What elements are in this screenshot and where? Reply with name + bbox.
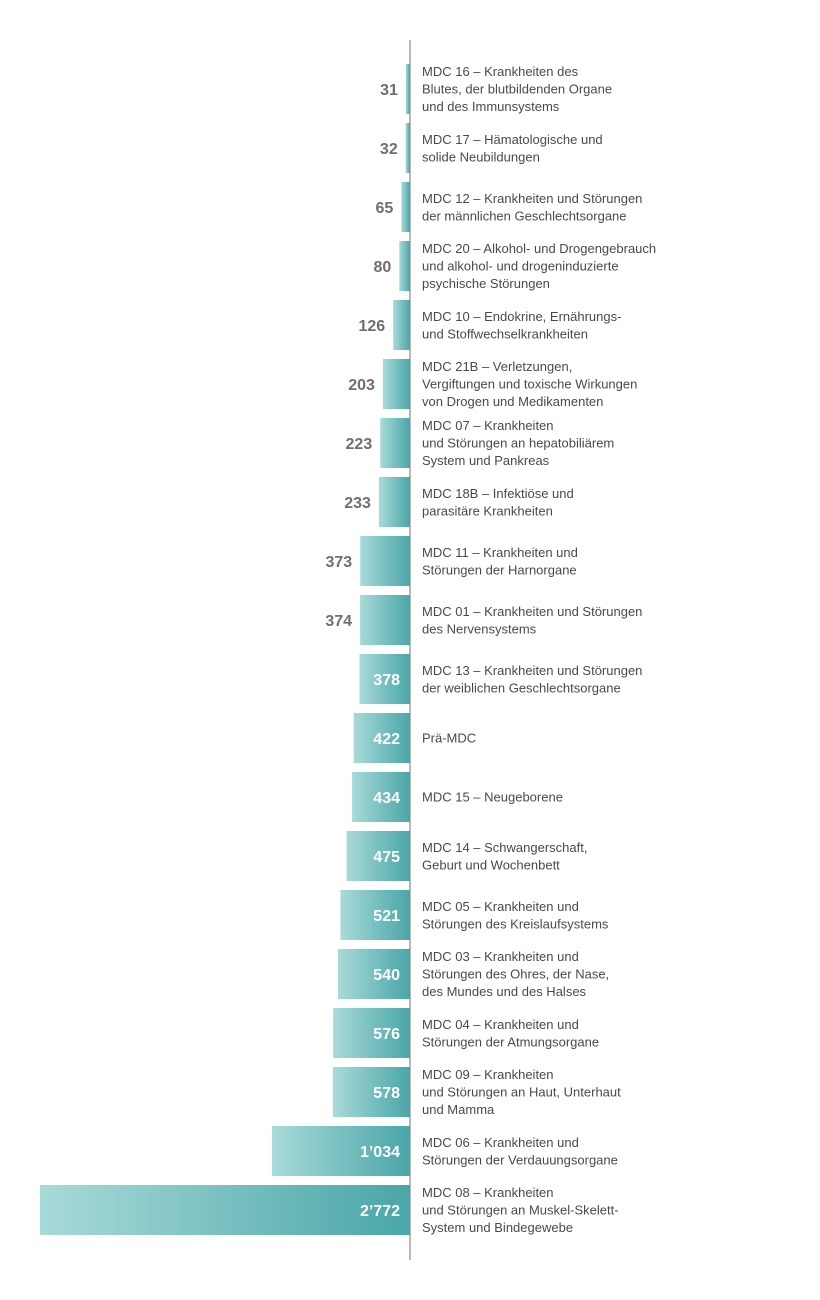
labels-group [325, 64, 656, 1235]
category-label [422, 545, 578, 578]
category-label-line: Störungen der Harnorgane [422, 562, 577, 578]
bar [380, 418, 410, 468]
bar [379, 477, 410, 527]
category-label-line: MDC 01 – Krankheiten und Störungen [422, 603, 643, 619]
category-label-line: solide Neubildungen [422, 149, 540, 165]
category-label-line: MDC 09 – Krankheiten [422, 1067, 554, 1082]
bar [383, 359, 410, 409]
bar [360, 536, 410, 586]
bar [401, 182, 410, 232]
bar-value-label: 233 [344, 495, 371, 512]
bar-value-label: 540 [373, 967, 400, 984]
category-label [422, 1067, 621, 1117]
category-label-line: und Störungen an hepatobiliärem [422, 435, 615, 451]
category-label [422, 64, 612, 114]
category-label-line: MDC 08 – Krankheiten [422, 1185, 554, 1200]
bar-value-label: 576 [373, 1026, 400, 1043]
category-label-line: MDC 05 – Krankheiten und [422, 898, 579, 914]
bar-value-label: 65 [375, 200, 394, 217]
bar [406, 123, 410, 173]
category-label-line: MDC 04 – Krankheiten und [422, 1016, 579, 1032]
category-label-line: MDC 06 – Krankheiten und [422, 1134, 579, 1150]
category-label [422, 241, 656, 291]
category-label [422, 309, 621, 342]
category-label-line: Prä-MDC [422, 730, 477, 746]
category-label [422, 132, 603, 165]
category-label-line: MDC 13 – Krankheiten und Störungen [422, 662, 643, 678]
bar [360, 595, 410, 645]
category-label [422, 1135, 618, 1168]
bar [393, 300, 410, 350]
category-label [422, 418, 614, 468]
category-label [422, 1185, 619, 1235]
bar [399, 241, 410, 291]
bar-value-label: 475 [373, 849, 400, 866]
category-label-line: und Mamma [422, 1102, 495, 1117]
category-label-line: MDC 16 – Krankheiten des [422, 64, 579, 79]
bar-value-label: 378 [373, 672, 400, 689]
category-label-line: und des Immunsystems [422, 99, 560, 114]
category-label-line: der weiblichen Geschlechtsorgane [422, 680, 621, 696]
bars-group [40, 64, 410, 1235]
bar-value-label: 374 [325, 613, 353, 630]
category-label-line: psychische Störungen [422, 276, 550, 291]
category-label [422, 949, 609, 999]
bar-value-label: 578 [373, 1085, 400, 1102]
bar-value-label: 80 [373, 259, 392, 276]
category-label-line: MDC 14 – Schwangerschaft, [422, 839, 588, 855]
category-label-line: Störungen des Kreislaufsystems [422, 916, 609, 932]
bar-value-label: 434 [373, 790, 400, 807]
bar-value-label: 223 [345, 436, 373, 453]
category-label-line: MDC 17 – Hämatologische und [422, 131, 603, 147]
category-label [422, 790, 563, 805]
category-label-line: der männlichen Geschlechtsorgane [422, 208, 627, 224]
bar-value-label: 373 [325, 554, 353, 571]
bar-value-label: 422 [373, 731, 400, 748]
category-label-line: von Drogen und Medikamenten [422, 394, 604, 409]
category-label-line: des Mundes und des Halses [422, 984, 587, 999]
category-label [422, 731, 476, 746]
bar [40, 1185, 410, 1235]
category-label-line: MDC 20 – Alkohol- und Drogengebrauch [422, 241, 657, 256]
category-label-line: und alkohol- und drogeninduzierte [422, 258, 619, 274]
category-label-line: System und Pankreas [422, 453, 550, 468]
category-label-line: MDC 21B – Verletzungen, [422, 359, 573, 374]
category-label [422, 1017, 599, 1050]
bar-value-label: 2’772 [359, 1203, 400, 1220]
category-label-line: MDC 12 – Krankheiten und Störungen [422, 190, 643, 206]
category-label [422, 604, 642, 637]
bar-value-label: 126 [358, 318, 386, 335]
category-label-line: Störungen der Atmungsorgane [422, 1034, 600, 1050]
category-label-line: und Störungen an Muskel-Skelett- [422, 1202, 619, 1218]
category-label-line: und Störungen an Haut, Unterhaut [422, 1084, 621, 1100]
category-label-line: Blutes, der blutbildenden Organe [422, 81, 613, 97]
bar-value-label: 32 [379, 141, 398, 158]
category-label-line: MDC 18B – Infektiöse und [422, 485, 574, 501]
category-label-line: Störungen des Ohres, der Nase, [422, 966, 610, 982]
category-label-line: MDC 07 – Krankheiten [422, 418, 554, 433]
bar-value-label: 203 [348, 377, 375, 394]
category-label [422, 663, 642, 696]
category-label [422, 191, 642, 224]
bar-value-label: 521 [373, 908, 400, 925]
category-label [422, 359, 637, 409]
category-label-line: MDC 15 – Neugeborene [422, 789, 563, 805]
bar [406, 64, 410, 114]
category-label-line: MDC 03 – Krankheiten und [422, 949, 579, 964]
category-label-line: MDC 11 – Krankheiten und [422, 544, 578, 560]
category-label [422, 486, 574, 519]
category-label-line: Vergiftungen und toxische Wirkungen [422, 376, 638, 392]
category-label [422, 840, 587, 873]
category-label-line: parasitäre Krankheiten [422, 503, 553, 519]
category-label-line: MDC 10 – Endokrine, Ernährungs- [422, 308, 622, 324]
category-label [422, 899, 609, 932]
bar-value-label: 31 [380, 82, 398, 99]
bar-value-label: 1’034 [359, 1144, 400, 1161]
category-label-line: und Stoffwechselkrankheiten [422, 326, 588, 342]
category-label-line: System und Bindegewebe [422, 1220, 574, 1235]
category-label-line: Störungen der Verdauungsorgane [422, 1152, 618, 1168]
category-label-line: Geburt und Wochenbett [422, 857, 560, 873]
category-label-line: des Nervensystems [422, 621, 537, 637]
